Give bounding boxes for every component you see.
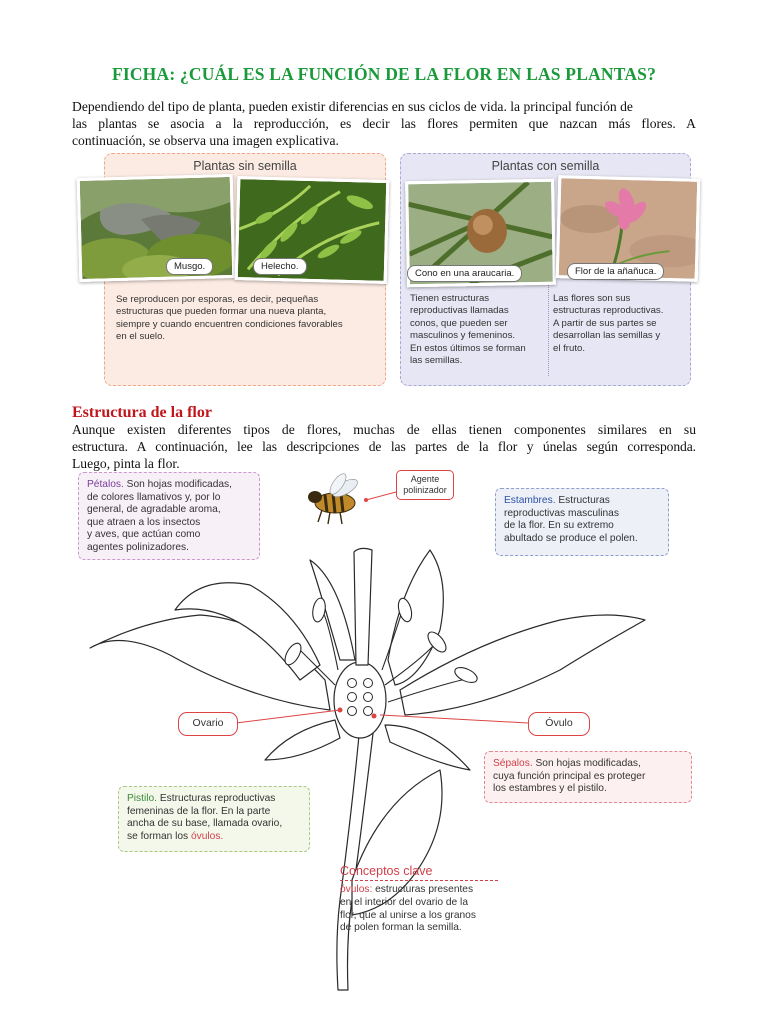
pistilo-line: femeninas de la flor. En la parte xyxy=(127,805,271,817)
ovule xyxy=(364,693,373,702)
ovario-label: Ovario xyxy=(178,712,238,736)
sepalos-box xyxy=(484,751,692,803)
pistilo-line: se forman los xyxy=(127,830,191,842)
caption-helecho: Helecho. xyxy=(253,258,307,275)
estambres-line: Estructuras xyxy=(555,495,610,506)
panel-right-text-line: Las flores son sus xyxy=(553,293,631,304)
petalos-term: Pétalos. xyxy=(87,479,124,490)
pistilo-line: ancha de su base, llamada ovario, xyxy=(127,818,283,830)
ovule xyxy=(364,707,373,716)
flower-sepal-left xyxy=(265,720,340,760)
intro-line-3: continuación, se observa una imagen explicativa. xyxy=(72,133,339,148)
ovule xyxy=(348,679,357,688)
petalos-line: de colores llamativos y, por lo xyxy=(87,491,221,503)
panel-right-text-line: las semillas. xyxy=(410,355,463,367)
flower-sepal-right xyxy=(385,725,470,770)
petalos-box xyxy=(78,472,260,560)
petalos-line: que atraen a los insectos xyxy=(87,516,201,528)
petalos-line: Son hojas modificadas, xyxy=(123,479,232,490)
sepalos-term: Sépalos. xyxy=(493,758,533,769)
agente-line: polinizador xyxy=(403,485,447,495)
conceptos-term: óvulos: xyxy=(340,884,373,895)
section-line-2: estructura. A continuación, lee las descripciones de las partes de la flor y únelas según corresponda. xyxy=(72,439,696,454)
caption-anañuca: Flor de la añañuca. xyxy=(567,263,664,280)
caption-musgo: Musgo. xyxy=(166,258,213,275)
ovule xyxy=(364,679,373,688)
panel-left-text-line: en el suelo. xyxy=(116,331,166,343)
pistil-style xyxy=(354,548,372,665)
panel-right-text-right xyxy=(553,293,689,355)
ovulo-label: Óvulo xyxy=(528,712,590,736)
conceptos-line: flor, que al unirse a los granos xyxy=(340,909,476,921)
flower-petal-upper-right xyxy=(388,550,443,685)
panel-title-with-seed: Plantas con semilla xyxy=(491,159,600,173)
intro-line-2: las plantas se asocia a la reproducción, es decir las flores permiten que nazcan más flores. A xyxy=(72,116,696,131)
panel-right-text-line: el fruto. xyxy=(553,342,585,354)
panel-left-text xyxy=(116,294,380,344)
panel-title-without-seed: Plantas sin semilla xyxy=(193,159,297,173)
petalos-line: general, de agradable aroma, xyxy=(87,504,221,516)
section-line-3: Luego, pinta la flor. xyxy=(72,456,180,471)
pistilo-term-2: óvulos. xyxy=(190,830,224,842)
panel-left-text-line: estructuras que pueden formar una nueva planta, xyxy=(116,306,327,318)
estambres-line: reproductivas masculinas xyxy=(504,507,619,519)
agente-polinizador-label xyxy=(396,470,454,500)
conceptos-line: estructuras presentes xyxy=(372,884,474,895)
agente-line: Agente xyxy=(410,474,440,484)
panel-right-text-line: En estos últimos se forman xyxy=(410,342,526,354)
petalos-line: agentes polinizadores. xyxy=(87,541,189,553)
conceptos-heading: Conceptos clave xyxy=(340,864,498,881)
panel-left-text-line: siempre y cuando encuentren condiciones favorables xyxy=(116,318,343,330)
panel-right-text-line: estructuras reproductivas. xyxy=(553,305,664,317)
pistilo-box xyxy=(118,786,310,852)
ovary-shape xyxy=(334,662,386,738)
conceptos-clave xyxy=(340,864,502,944)
panel-right-text-line: reproductivas llamadas xyxy=(410,305,509,317)
estambres-line: de la flor. En su extremo xyxy=(504,520,614,532)
panel-right-text-left xyxy=(410,293,550,367)
intro-line-1: Dependiendo del tipo de planta, pueden existir diferencias en sus ciclos de vida. la principal función de xyxy=(72,99,633,114)
sepalos-line: Son hojas modificadas, xyxy=(532,758,641,769)
conceptos-text xyxy=(340,884,502,935)
page-title: FICHA: ¿CUÁL ES LA FUNCIÓN DE LA FLOR EN LAS PLANTAS? xyxy=(111,64,657,84)
ovule xyxy=(348,707,357,716)
pistilo-line: Estructuras reproductivas xyxy=(157,793,276,804)
sepalos-line: los estambres y el pistilo. xyxy=(493,783,607,795)
section-line-1: Aunque existen diferentes tipos de flores, muchas de ellas tienen componentes similares en su xyxy=(72,422,696,437)
petalos-line: y aves, que actúan como xyxy=(87,529,201,541)
conceptos-line: de polen forman la semilla. xyxy=(340,922,462,934)
ovule xyxy=(348,693,357,702)
panel-right-text-line: masculinos y femeninos. xyxy=(410,330,516,342)
estambres-line: abultado se produce el polen. xyxy=(504,532,638,544)
caption-cono: Cono en una araucaria. xyxy=(407,265,522,282)
sepalos-line: cuya función principal es proteger xyxy=(493,770,646,782)
panel-right-text-line: A partir de sus partes se xyxy=(553,317,657,329)
conceptos-line: en el interior del ovario de la xyxy=(340,896,468,908)
bee-icon xyxy=(308,471,360,524)
panel-right-text-line: desarrollan las semillas y xyxy=(553,330,661,342)
estambres-term: Estambres. xyxy=(504,495,556,506)
panel-right-text-line: conos, que pueden ser xyxy=(410,317,508,329)
section-heading: Estructura de la flor xyxy=(72,404,212,421)
estambres-box xyxy=(495,488,669,556)
pistilo-term: Pistilo. xyxy=(127,793,158,804)
panel-left-text-line: Se reproducen por esporas, es decir, pequeñas xyxy=(116,294,319,305)
panel-right-text-line: Tienen estructuras xyxy=(410,293,490,304)
